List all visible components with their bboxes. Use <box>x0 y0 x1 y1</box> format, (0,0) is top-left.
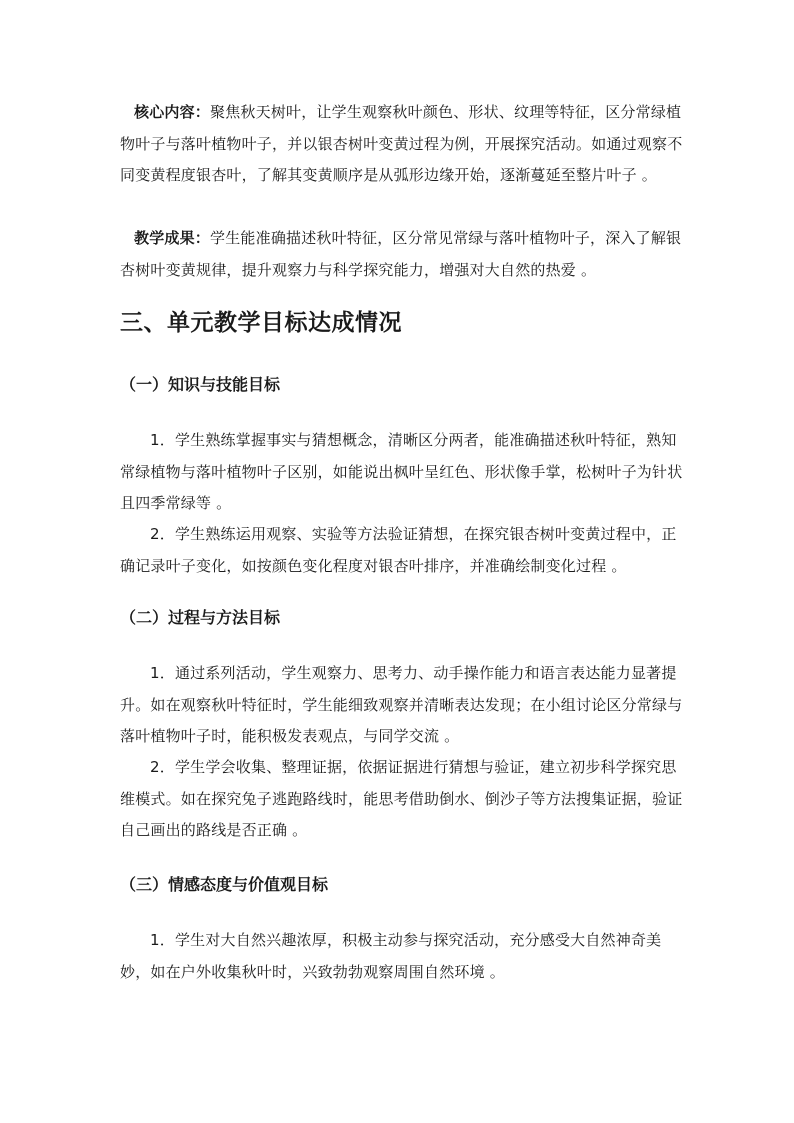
subsection-heading-process: （二）过程与方法目标 <box>120 608 281 627</box>
process-item-2: 2．学生学会收集、整理证据，依据证据进行猜想与验证，建立初步科学探究思维模式。如在探究兔子逃跑路线时，能思考借助倒水、倒沙子等方法搜集证据，验证自己画出的路线是否正确 。 <box>120 758 683 839</box>
core-content-label: 核心内容： <box>134 103 211 121</box>
teaching-result-label: 教学成果： <box>134 229 211 247</box>
core-content-paragraph <box>120 97 690 192</box>
subsection-heading-knowledge: （一）知识与技能目标 <box>120 375 281 394</box>
knowledge-item-1: 1．学生熟练掌握事实与猜想概念，清晰区分两者，能准确描述秋叶特征，熟知常绿植物与落叶植物叶子区别，如能说出枫叶呈红色、形状像手掌，松树叶子为针状且四季常绿等 。 <box>120 431 683 512</box>
knowledge-item-2: 2．学生熟练运用观察、实验等方法验证猜想，在探究银杏树叶变黄过程中，正确记录叶子变化，如按颜色变化程度对银杏叶排序，并准确绘制变化过程 。 <box>120 525 677 575</box>
section-heading: 三、单元教学目标达成情况 <box>120 310 402 336</box>
process-item-1: 1．通过系列活动，学生观察力、思考力、动手操作能力和语言表达能力显著提升。如在观察秋叶特征时，学生能细致观察并清晰表达发现；在小组讨论区分常绿与落叶植物叶子时，能积极发表观点，与同学交流 。 <box>120 664 683 745</box>
values-item-1: 1．学生对大自然兴趣浓厚，积极主动参与探究活动，充分感受大自然神奇美妙，如在户外收集秋叶时，兴致勃勃观察周围自然环境 。 <box>120 931 662 981</box>
teaching-result-text: 学生能准确描述秋叶特征，区分常见常绿与落叶植物叶子，深入了解银杏树叶变黄规律，提升观察力与科学探究能力，增强对大自然的热爱 。 <box>120 229 682 279</box>
core-content-text: 聚焦秋天树叶，让学生观察秋叶颜色、形状、纹理等特征，区分常绿植物叶子与落叶植物叶子，并以银杏树叶变黄过程为例，开展探究活动。如通过观察不同变黄程度银杏叶，了解其变黄顺序是从弧形边缘开始，逐渐蔓延至整片叶子 。 <box>120 103 683 184</box>
teaching-result-paragraph <box>120 223 690 286</box>
subsection-heading-values: （三）情感态度与价值观目标 <box>120 875 329 894</box>
